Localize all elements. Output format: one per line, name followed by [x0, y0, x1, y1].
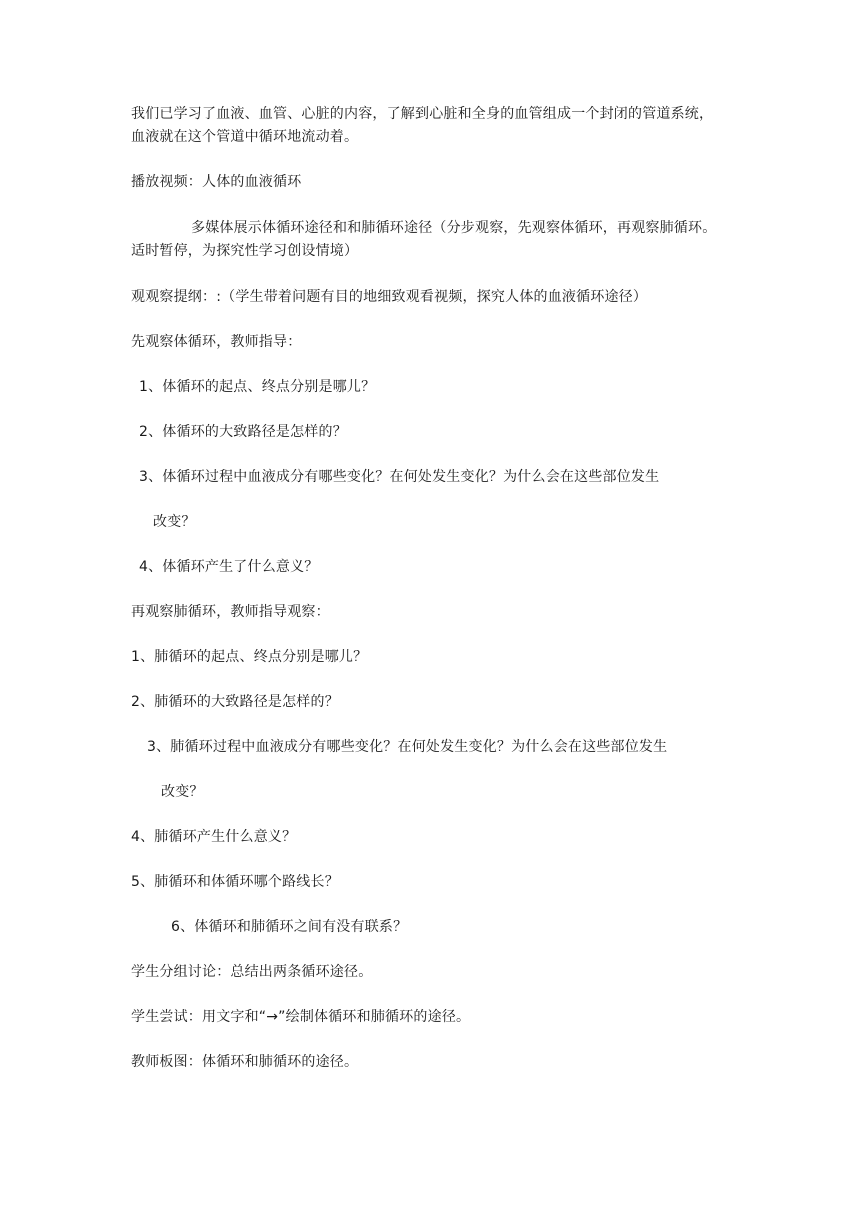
list-item: 5、肺循环和体循环哪个路线长？	[131, 874, 339, 890]
paragraph-line: 多媒体展示体循环途径和和肺循环途径（分步观察，先观察体循环，再观察肺循环。	[191, 220, 717, 236]
list-item: 2、体循环的大致路径是怎样的？	[139, 424, 347, 440]
list-item: 1、体循环的起点、终点分别是哪儿？	[139, 379, 376, 395]
list-item-continuation: 改变？	[153, 514, 196, 530]
list-item: 4、肺循环产生什么意义？	[131, 829, 297, 845]
list-item: 3、体循环过程中血液成分有哪些变化？在何处发生变化？为什么会在这些部位发生	[139, 469, 660, 485]
paragraph-line: 先观察体循环，教师指导：	[131, 334, 302, 350]
paragraph-line: 适时暂停，为探究性学习创设情境）	[131, 243, 359, 259]
list-item: 6、体循环和肺循环之间有没有联系？	[171, 919, 408, 935]
paragraph-line: 观观察提纲：:（学生带着问题有目的地细致观看视频，探究人体的血液循环途径）	[131, 289, 648, 305]
list-item: 1、肺循环的起点、终点分别是哪儿？	[131, 649, 368, 665]
list-item: 2、肺循环的大致路径是怎样的？	[131, 694, 339, 710]
paragraph-line: 学生分组讨论：总结出两条循环途径。	[131, 964, 373, 980]
paragraph-line: 教师板图：体循环和肺循环的途径。	[131, 1054, 359, 1070]
list-item: 3、肺循环过程中血液成分有哪些变化？在何处发生变化？为什么会在这些部位发生	[147, 739, 668, 755]
paragraph-line: 学生尝试：用文字和“→”绘制体循环和肺循环的途径。	[131, 1009, 471, 1025]
paragraph-line: 血液就在这个管道中循环地流动着。	[131, 129, 359, 145]
list-item: 4、体循环产生了什么意义？	[139, 559, 319, 575]
list-item-continuation: 改变？	[161, 784, 204, 800]
paragraph-line: 我们已学习了血液、血管、心脏的内容，了解到心脏和全身的血管组成一个封闭的管道系统，	[131, 106, 714, 122]
paragraph-line: 再观察肺循环，教师指导观察：	[131, 604, 330, 620]
paragraph-line: 播放视频：人体的血液循环	[131, 174, 302, 190]
